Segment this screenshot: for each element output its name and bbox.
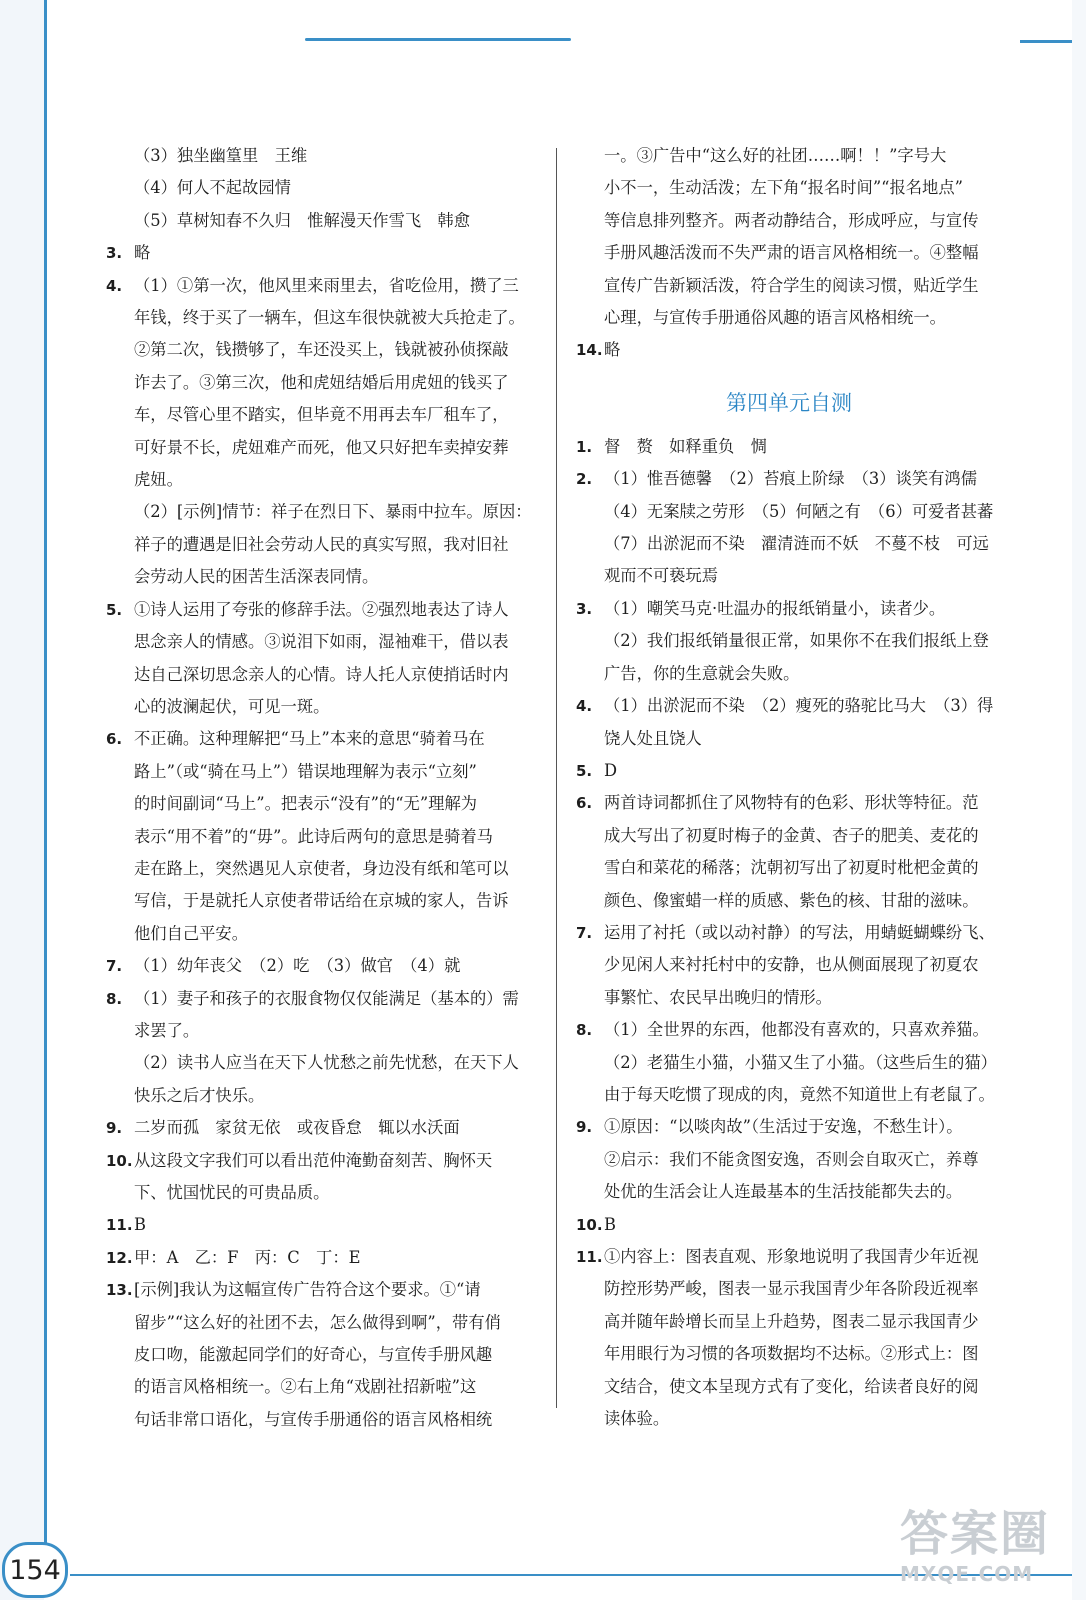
answer-line: 等信息排列整齐。两者动静结合，形成呼应，与宣传: [604, 210, 979, 230]
answer-line: 少见闲人来衬托村中的安静，也从侧面展现了初夏农: [604, 955, 979, 975]
answer-number: 14.: [576, 341, 603, 360]
right-column-top: [570, 140, 1008, 367]
answer-item: [570, 755, 1008, 787]
answer-line: 一。③广告中“这么好的社团……啊！！”字号大: [604, 146, 947, 165]
answer-line: 事繁忙、农民早出晚归的情形。: [604, 987, 832, 1007]
section-title: 第四单元自测: [726, 390, 852, 415]
answer-line: （2）[示例]情节：祥子在烈日下、暴雨中拉车。原因：: [134, 502, 532, 522]
answer-line: 成大写出了初夏时梅子的金黄、杏子的肥美、麦花的: [604, 825, 979, 845]
answer-line: 可好景不长，虎妞难产而死，他又只好把车卖掉安葬: [134, 437, 509, 457]
answer-line: 诈去了。③第三次，他和虎妞结婚后用虎妞的钱买了: [134, 372, 509, 392]
answer-number: 10.: [576, 1215, 603, 1234]
answer-line: 皮口吻，能激起同学们的好奇心，与宣传手册风趣: [134, 1345, 493, 1365]
answer-line: ②启示：我们不能贪图安逸，否则会自取灭亡，养尊: [604, 1149, 979, 1169]
answer-line: 由于每天吃惯了现成的肉，竟然不知道世上有老鼠了。: [604, 1084, 995, 1104]
top-decoration-bar: [305, 38, 571, 41]
answer-line: （1）全世界的东西，他都没有喜欢的，只喜欢养猫。: [604, 1020, 989, 1040]
answer-line: （1）妻子和孩子的衣服食物仅仅能满足（基本的）需: [134, 988, 519, 1008]
answer-line: 二岁而孤 家贫无依 或夜昏怠 辄以水沃面: [134, 1118, 460, 1138]
answer-item: [570, 1047, 1008, 1112]
answer-number: 9.: [106, 1119, 123, 1138]
answer-line: 督 赘 如释重负 惆: [604, 436, 767, 456]
answer-item: [100, 172, 544, 204]
answer-number: 8.: [106, 989, 123, 1008]
answer-number: 4.: [106, 276, 123, 295]
answer-item: [100, 140, 544, 172]
answer-line: 处优的生活会让人连最基本的生活技能都失去的。: [604, 1182, 963, 1202]
answer-line: 车，尽管心里不踏实，但毕竟不用再去车厂租车了，: [134, 405, 509, 425]
answer-line: 路上”（或“骑在马上”）错误地理解为表示“立刻”: [134, 761, 477, 781]
answer-line: ②第二次，钱攒够了，车还没买上，钱就被孙侦探敲: [134, 340, 509, 360]
answer-line: 快乐之后才快乐。: [134, 1085, 265, 1105]
answer-line: D: [604, 760, 618, 780]
answer-item: [570, 787, 1008, 917]
answer-item: [570, 593, 1008, 625]
answer-number: 6.: [576, 794, 593, 813]
answer-line: 句话非常口语化，与宣传手册通俗的语言风格相统: [134, 1409, 493, 1429]
answer-line: （2）老猫生小猫，小猫又生了小猫。（这些后生的猫）: [604, 1052, 997, 1072]
page-number: 154: [2, 1542, 68, 1598]
answer-item: [100, 205, 544, 237]
answer-item: [100, 594, 544, 724]
answer-item: [570, 1144, 1008, 1209]
answer-number: 6.: [106, 730, 123, 749]
answer-line: （3）独坐幽篁里 王维: [134, 146, 308, 165]
answer-item: [570, 917, 1008, 1014]
answer-line: 颜色、像蜜蜡一样的质感、紫色的核、甘甜的滋味。: [604, 890, 979, 910]
answer-line: 从这段文字我们可以看出范仲淹勤奋刻苦、胸怀天: [134, 1150, 493, 1170]
answer-item: [100, 237, 544, 269]
answer-line: B: [134, 1215, 146, 1235]
answer-line: （2）我们报纸销量很正常，如果你不在我们报纸上登: [604, 631, 989, 651]
answer-line: 读体验。: [604, 1409, 670, 1429]
answer-line: 走在路上，突然遇见人京使者，身边没有纸和笔可以: [134, 858, 509, 878]
answer-line: 思念亲人的情感。③说泪下如雨，湿袖难干，借以表: [134, 632, 509, 652]
answer-item: [100, 1242, 544, 1274]
answer-item: [100, 270, 544, 497]
answer-line: 留步”“这么好的社团不去，怎么做得到啊”，带有俏: [134, 1312, 501, 1332]
answer-item: [100, 723, 544, 950]
answer-line: （1）嘲笑马克·吐温办的报纸销量小，读者少。: [604, 598, 946, 618]
right-column: [570, 140, 1008, 1435]
answer-number: 8.: [576, 1021, 593, 1040]
watermark-main-text: 答案圈: [900, 1506, 1051, 1562]
answer-item: [100, 1209, 544, 1241]
answer-number: 3.: [576, 599, 593, 618]
answer-line: 年用眼行为习惯的各项数据均不达标。②形式上：图: [604, 1344, 979, 1364]
answer-line: 广告，你的生意就会失败。: [604, 663, 800, 683]
answer-line: 高并随年龄增长而呈上升趋势，图表二显示我国青少: [604, 1311, 979, 1331]
left-border-line: [44, 0, 47, 1550]
answer-line: 下、忧国忧民的可贵品质。: [134, 1183, 330, 1202]
answer-line: （1）惟吾德馨 （2）苔痕上阶绿 （3）谈笑有鸿儒: [604, 469, 977, 489]
answer-line: 防控形势严峻，图表一显示我国青少年各阶段近视率: [604, 1279, 979, 1299]
answer-line: （4）何人不起故园情: [134, 178, 291, 198]
answer-item: [570, 334, 1008, 366]
column-divider: [556, 148, 557, 1408]
answer-line: （1）①第一次，他风里来雨里去，省吃俭用，攒了三: [134, 275, 519, 295]
answer-line: 的时间副词“马上”。把表示“没有”的“无”理解为: [134, 794, 478, 814]
answer-line: 不正确。这种理解把“马上”本来的意思“骑着马在: [134, 729, 485, 749]
answer-line: 心理，与宣传手册通俗风趣的语言风格相统一。: [604, 308, 946, 328]
answer-item: [100, 1274, 544, 1436]
answer-item: [100, 1112, 544, 1144]
top-right-decoration-bar: [1020, 40, 1072, 43]
answer-line: 手册风趣活泼而不失严肃的语言风格相统一。④整幅: [604, 243, 979, 263]
answer-number: 9.: [576, 1118, 593, 1137]
answer-line: B: [604, 1214, 616, 1234]
answer-line: 心的波澜起伏，可见一斑。: [134, 696, 330, 716]
answer-line: 达自己深切思念亲人的心情。诗人托人京使捎话时内: [134, 664, 509, 684]
answer-item: [100, 1047, 544, 1112]
watermark-site-text: MXQE.COM: [900, 1562, 1034, 1586]
answer-line: （1）出淤泥而不染 （2）瘦死的骆驼比马大 （3）得: [604, 696, 994, 716]
answer-number: 7.: [576, 923, 593, 942]
answer-line: （5）草树知春不久归 惟解漫天作雪飞 韩愈: [134, 210, 470, 230]
answer-line: 的语言风格相统一。②右上角“戏剧社招新啦”这: [134, 1377, 477, 1397]
answer-line: 宣传广告新颖活泼，符合学生的阅读习惯，贴近学生: [604, 275, 979, 295]
answer-number: 11.: [106, 1216, 133, 1235]
answer-line: 他们自己平安。: [134, 923, 248, 943]
answer-line: 祥子的遭遇是旧社会劳动人民的真实写照，我对旧社: [134, 534, 509, 554]
watermark-logo: [900, 1506, 1070, 1598]
answer-line: （1）幼年丧父 （2）吃 （3）做官 （4）就: [134, 956, 461, 976]
answer-line: ①原因：“以啖肉故”（生活过于安逸，不愁生计）。: [604, 1117, 963, 1137]
left-column: [100, 140, 544, 1436]
answer-number: 2.: [576, 470, 593, 489]
answer-item: [100, 496, 544, 593]
answer-number: 4.: [576, 697, 593, 716]
answer-line: 表示“用不着”的“毋”。此诗后两句的意思是骑着马: [134, 826, 493, 846]
answer-item: [100, 1145, 544, 1210]
answer-line: （7）出淤泥而不染 濯清涟而不妖 不蔓不枝 可远: [604, 534, 989, 554]
answer-line: [示例]我认为这幅宣传广告符合这个要求。①“请: [134, 1280, 481, 1300]
answer-item: [570, 431, 1008, 463]
answer-number: 12.: [106, 1248, 133, 1267]
answer-item: [570, 1111, 1008, 1143]
answer-line: 写信，于是就托人京使者带话给在京城的家人，告诉: [134, 891, 509, 911]
answer-number: 13.: [106, 1281, 133, 1300]
answer-line: 运用了衬托（或以动衬静）的写法，用蜻蜓蝴蝶纷飞、: [604, 922, 995, 942]
answer-item: [100, 950, 544, 982]
answer-line: （4）无案牍之劳形 （5）何陋之有 （6）可爱者甚蕃: [604, 501, 994, 521]
answer-item: [570, 1209, 1008, 1241]
answer-item: [570, 1014, 1008, 1046]
answer-line: 观而不可亵玩焉: [604, 566, 718, 586]
answer-number: 3.: [106, 244, 123, 263]
answer-item: [100, 983, 544, 1048]
answer-line: ①内容上：图表直观、形象地说明了我国青少年近视: [604, 1247, 979, 1266]
answer-line: （2）读书人应当在天下人忧愁之前先忧愁，在天下人: [134, 1053, 519, 1073]
answer-number: 7.: [106, 957, 123, 976]
answer-number: 5.: [106, 600, 123, 619]
answer-line: 雪白和菜花的稀落；沈朝初写出了初夏时枇杷金黄的: [604, 858, 979, 878]
answer-number: 11.: [576, 1248, 603, 1266]
answer-line: 饶人处且饶人: [604, 728, 702, 748]
answer-line: 年钱，终于买了一辆车，但这车很快就被大兵抢走了。: [134, 308, 525, 328]
right-column-bottom: [570, 431, 1008, 1436]
answer-number: 10.: [106, 1151, 133, 1170]
answer-line: 小不一，生动活泼；左下角“报名时间”“报名地点”: [604, 178, 963, 198]
answer-line: 甲：A 乙：F 丙：C 丁：E: [134, 1247, 361, 1267]
answer-line: 略: [134, 243, 151, 263]
page-left-margin: [0, 0, 44, 1600]
answer-line: 虎妞。: [134, 470, 183, 490]
answer-item: [570, 625, 1008, 690]
answer-line: ①诗人运用了夸张的修辞手法。②强烈地表达了诗人: [134, 599, 509, 619]
page-right-margin: [1072, 0, 1086, 1600]
answer-item: [570, 1241, 1008, 1435]
answer-line: 求罢了。: [134, 1020, 200, 1040]
answer-number: 5.: [576, 761, 593, 780]
answer-item: [570, 690, 1008, 755]
answer-line: 会劳动人民的困苦生活深表同情。: [134, 567, 379, 587]
answer-item: [570, 463, 1008, 593]
answer-line: 两首诗词都抓住了风物特有的色彩、形状等特征。范: [604, 793, 979, 813]
answer-line: 略: [604, 340, 621, 360]
answer-item: [570, 140, 1008, 334]
answer-number: 1.: [576, 437, 593, 456]
answer-line: 文结合，使文本呈现方式有了变化，给读者良好的阅: [604, 1376, 979, 1396]
